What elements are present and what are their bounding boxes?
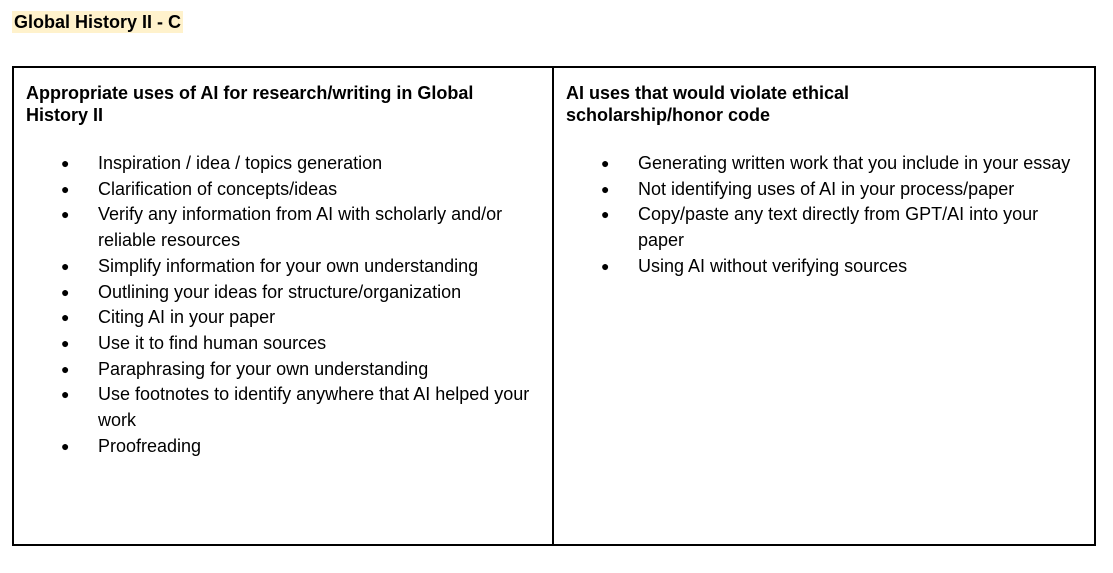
document-title bbox=[12, 10, 183, 34]
document-title-text: Global History II - C bbox=[14, 12, 182, 32]
list-item-text: Citing AI in your paper bbox=[98, 307, 276, 328]
violating-uses-heading: AI uses that would violate ethical scholarship/honor code bbox=[566, 83, 850, 125]
bullet-icon: ● bbox=[61, 360, 70, 377]
list-item-text: Not identifying uses of AI in your process/paper bbox=[638, 178, 1015, 199]
bullet-icon: ● bbox=[601, 257, 610, 274]
appropriate-uses-cell[interactable] bbox=[13, 67, 553, 545]
violating-uses-cell[interactable] bbox=[553, 67, 1095, 545]
bullet-icon: ● bbox=[61, 309, 70, 326]
list-item-text: Using AI without verifying sources bbox=[638, 255, 908, 276]
list-item-text: Inspiration / idea / topics generation bbox=[98, 153, 383, 173]
ai-uses-table bbox=[12, 66, 1096, 546]
bullet-icon: ● bbox=[601, 180, 610, 197]
bullet-icon: ● bbox=[61, 257, 70, 274]
list-item bbox=[26, 177, 541, 203]
list-item-text: Clarification of concepts/ideas bbox=[98, 178, 338, 199]
list-item-text: Simplify information for your own understanding bbox=[98, 255, 479, 276]
list-item bbox=[26, 151, 541, 177]
list-item bbox=[566, 254, 1083, 280]
list-item bbox=[26, 331, 541, 357]
table-row bbox=[13, 67, 1095, 545]
list-item-text: Verify any information from AI with scholarly and/or reliable resources bbox=[98, 204, 503, 251]
bullet-icon: ● bbox=[61, 437, 70, 454]
list-item bbox=[26, 434, 541, 460]
list-item bbox=[26, 254, 541, 280]
list-item-text: Generating written work that you include in your essay bbox=[638, 153, 1071, 173]
bullet-icon: ● bbox=[61, 334, 70, 351]
appropriate-uses-list bbox=[26, 151, 541, 459]
list-item bbox=[26, 280, 541, 306]
list-item bbox=[26, 357, 541, 383]
list-item bbox=[26, 382, 541, 433]
list-item-text: Use it to find human sources bbox=[98, 332, 327, 353]
list-item bbox=[26, 305, 541, 331]
list-item-text: Copy/paste any text directly from GPT/AI into your paper bbox=[638, 204, 1039, 251]
bullet-icon: ● bbox=[601, 155, 610, 171]
ai-uses-table-container bbox=[12, 66, 1094, 546]
list-item-text: Proofreading bbox=[98, 435, 202, 456]
list-item bbox=[26, 202, 541, 253]
bullet-icon: ● bbox=[61, 155, 70, 171]
list-item-text: Use footnotes to identify anywhere that AI helped your work bbox=[98, 384, 530, 431]
list-item bbox=[566, 202, 1083, 253]
bullet-icon: ● bbox=[61, 283, 70, 300]
list-item-text: Outlining your ideas for structure/organization bbox=[98, 281, 462, 302]
appropriate-uses-heading: Appropriate uses of AI for research/writing in Global History II bbox=[26, 83, 474, 125]
list-item bbox=[566, 177, 1083, 203]
list-item bbox=[566, 151, 1083, 177]
violating-uses-list bbox=[566, 151, 1083, 280]
bullet-icon: ● bbox=[61, 206, 70, 223]
list-item-text: Paraphrasing for your own understanding bbox=[98, 358, 429, 379]
bullet-icon: ● bbox=[61, 386, 70, 403]
bullet-icon: ● bbox=[601, 206, 610, 223]
bullet-icon: ● bbox=[61, 180, 70, 197]
